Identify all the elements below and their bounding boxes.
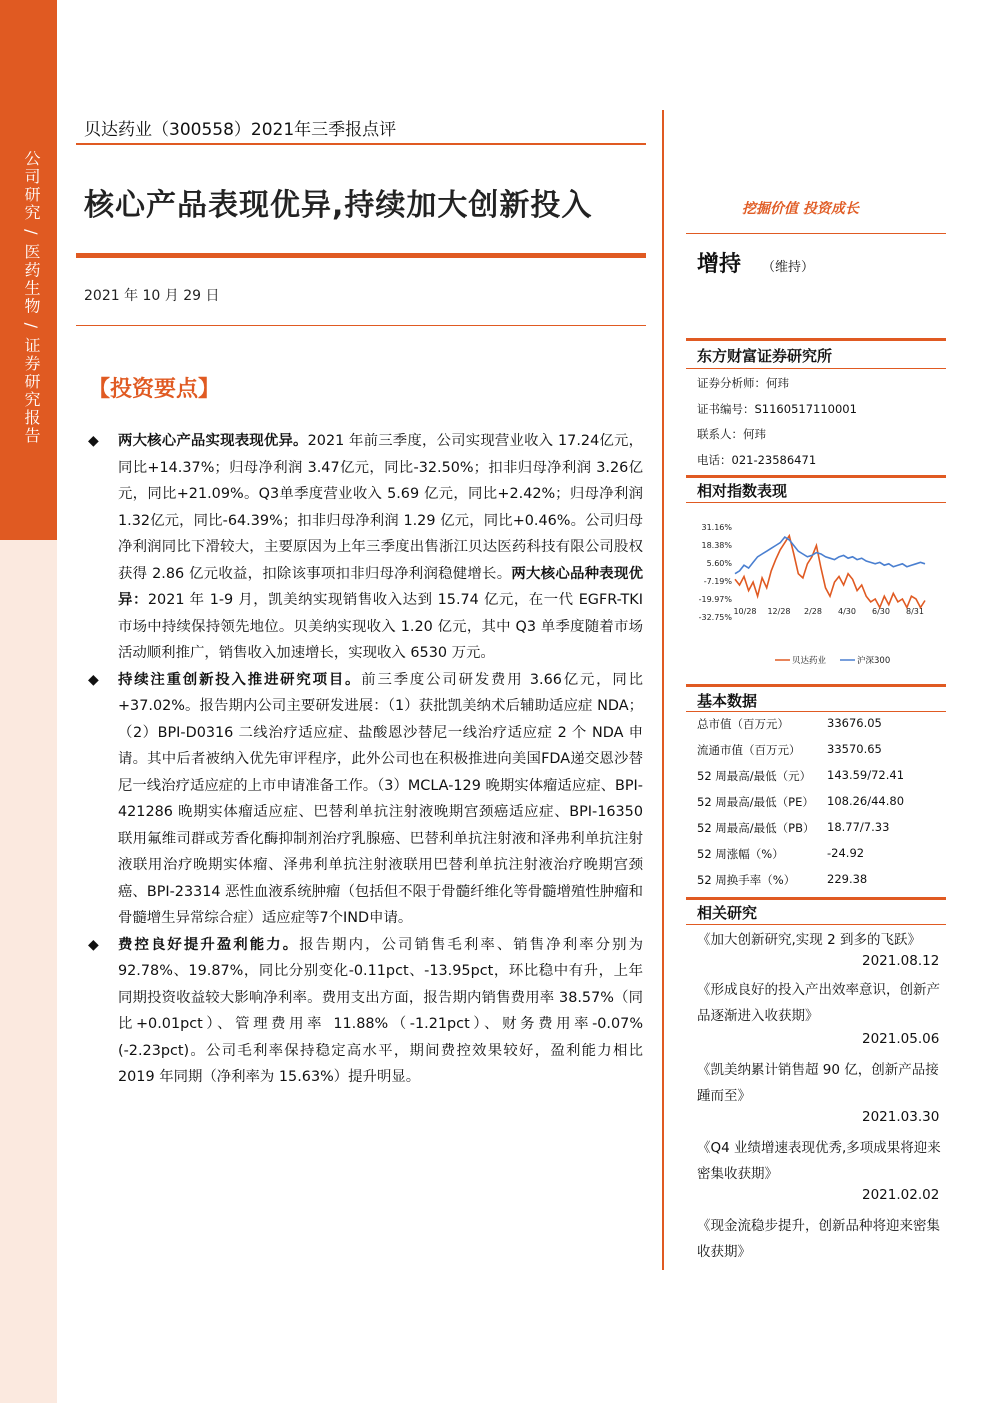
- row-value: 229.38: [827, 872, 868, 886]
- list-item: [88, 428, 643, 667]
- related-report-link[interactable]: 《现金流稳步提升，创新品种将迎来密集收获期》: [697, 1218, 940, 1260]
- divider: [686, 684, 946, 687]
- divider: [686, 338, 946, 341]
- related-report-date: 2021.05.06: [862, 1031, 940, 1047]
- bullet-text: 2021 年 1-9 月，凯美纳实现销售收入达到 15.74 亿元，在一代 EGFR-TKI 市场中持续保持领先地位。贝美纳实现收入 1.20 亿元，其中 Q3 单季度随着市场活动顺利推广，销售收入加速增长，实现收入 6530 万元。: [118, 592, 643, 661]
- related-report-link[interactable]: 《凯美纳累计销售超 90 亿，创新产品接踵而至》: [697, 1062, 939, 1104]
- bullet-text: 2021 年前三季度，公司实现营业收入 17.24亿元，同比+14.37%；归母净利润 3.47亿元，同比-32.50%；扣非归母净利润 3.26亿元，同比+21.09%。Q3单季度营业收入 5.69 亿元，同比+2.42%；归母净利润 1.32亿元，同比-64.39%；扣非归母净利润 1.29 亿元，同比+0.46%。公司归母净利润同比下滑较大，主要原因为上年三季度出售浙江贝达医药科技有限公司股权获得 2.86 亿元收益，扣除该事项扣非归母净利润稳健增长。: [118, 433, 643, 582]
- basic-data-heading: 基本数据: [697, 692, 758, 710]
- list-item: [88, 932, 643, 1091]
- row-value: 143.59/72.41: [827, 768, 905, 782]
- y-tick-label: 5.60%: [706, 559, 732, 568]
- bullet-heading: 两大核心产品实现表现优异。: [118, 433, 308, 449]
- x-tick-label: 8/31: [906, 607, 924, 616]
- rating-note: （维持）: [762, 260, 815, 275]
- y-tick-label: 31.16%: [701, 523, 732, 532]
- sidebar-band: [0, 0, 57, 540]
- title-underline: [76, 253, 646, 258]
- divider: [686, 368, 946, 369]
- divider: [686, 233, 946, 234]
- divider: [686, 475, 946, 478]
- y-tick-label: -32.75%: [698, 613, 732, 622]
- row-label: 52 周最高/最低（PB）: [697, 821, 815, 835]
- bullet-text: 报告期内，公司销售毛利率、销售净利率分别为 92.78%、19.87%，同比分别变化-0.11pct、-13.95pct，环比稳中有升，上年同期投资收益较大影响净利率。费用支出方面，报告期内销售费用率 38.57%（同比+0.01pct）、管理费用率 11.88%（-1.21pct）、财务费用率-0.07%(-2.23pct)。公司毛利率保持稳定高水平，期间费控效果较好，盈利能力相比 2019 年同期（净利率为 15.63%）提升明显。: [118, 936, 643, 1085]
- rating: 增持: [697, 252, 742, 277]
- row-value: 33676.05: [827, 716, 882, 730]
- key-points: [88, 428, 643, 1091]
- related-report-link[interactable]: 《形成良好的投入产出效率意识，创新产品逐渐进入收获期》: [697, 982, 940, 1024]
- row-label: 52 周最高/最低（PE）: [697, 795, 814, 809]
- diamond-bullet-icon: ◆: [88, 671, 99, 688]
- relative-performance-chart: [690, 505, 945, 675]
- bullet-subheading: 两大核心品种表现优异：: [118, 565, 643, 608]
- divider: [686, 897, 946, 900]
- slogan: 挖掘价值 投资成长: [742, 201, 859, 217]
- bullet-text: 前三季度公司研发费用 3.66亿元，同比+37.02%。报告期内公司主要研发进展：（1）获批凯美纳术后辅助适应症 NDA；（2）BPI-D0316 二线治疗适应症、盐酸恩沙替尼一线治疗适应症 2 个 NDA 申请。其中后者被纳入优先审评程序，此外公司也在积极推进向美国FDA递交恩沙替尼一线治疗适应症的上市申请准备工作。（3）MCLA-129 晚期实体瘤适应症、BPI-421286 晚期实体瘤适应症、巴替利单抗注射液晚期宫颈癌适应症、BPI-16350 联用氟维司群或芳香化酶抑制剂治疗乳腺癌、巴替利单抗注射液和泽弗利单抗注射液联用治疗晚期实体瘤、泽弗利单抗注射液联用巴替利单抗注射液治疗晚期宫颈癌、BPI-23314 恶性血液系统肿瘤（包括但不限于骨髓纤维化等骨髓增殖性肿瘤和骨髓增生异常综合症）适应症等7个IND申请。: [118, 671, 643, 926]
- series-line-stock: [735, 536, 925, 608]
- x-tick-label: 10/28: [733, 607, 757, 616]
- divider: [686, 711, 946, 712]
- related-report-date: 2021.08.12: [862, 953, 940, 969]
- related-report-link[interactable]: 《Q4 业绩增速表现优秀,多项成果将迎来密集收获期》: [697, 1140, 941, 1182]
- date-divider: [76, 325, 646, 326]
- y-tick-label: 18.38%: [701, 541, 732, 550]
- column-divider: [662, 110, 664, 1270]
- y-tick-label: -7.19%: [703, 577, 732, 586]
- row-value: -24.92: [827, 846, 865, 860]
- row-label: 52 周最高/最低（元）: [697, 769, 812, 783]
- diamond-bullet-icon: ◆: [88, 433, 99, 449]
- related-report-date: 2021.03.30: [862, 1109, 940, 1125]
- institute-name: 东方财富证券研究所: [697, 347, 833, 365]
- x-tick-label: 6/30: [872, 607, 890, 616]
- row-label: 52 周换手率（%）: [697, 873, 796, 887]
- report-date: 2021 年 10 月 29 日: [84, 288, 220, 304]
- contact-person: 联系人：何玮: [697, 427, 766, 441]
- sidebar-fade: [0, 540, 57, 1403]
- y-tick-label: -19.97%: [698, 595, 732, 604]
- section-heading: 【投资要点】: [88, 376, 221, 402]
- divider: [686, 502, 946, 503]
- phone-number: 电话：021-23586471: [697, 453, 817, 467]
- series-line-index: [735, 537, 925, 574]
- x-tick-label: 4/30: [838, 607, 856, 616]
- bullet-heading: 费控良好提升盈利能力。: [118, 936, 300, 953]
- related-report-date: 2021.02.02: [862, 1187, 940, 1203]
- row-label: 流通市值（百万元）: [697, 743, 801, 757]
- header-divider: [76, 143, 646, 145]
- legend-label-stock: 贝达药业: [792, 656, 827, 666]
- row-label: 52 周涨幅（%）: [697, 847, 784, 861]
- bullet-heading: 持续注重创新投入推进研究项目。: [118, 671, 362, 688]
- row-value: 18.77/7.33: [827, 820, 890, 834]
- sidebar-category: 公司研究 / 医药生物 / 证券研究报告: [22, 150, 41, 446]
- legend-label-index: 沪深300: [857, 656, 891, 666]
- page-title: 核心产品表现优异,持续加大创新投入: [84, 188, 593, 223]
- chart-heading: 相对指数表现: [697, 482, 788, 500]
- row-value: 33570.65: [827, 742, 882, 756]
- x-tick-label: 2/28: [804, 607, 822, 616]
- related-research-heading: 相关研究: [697, 904, 758, 922]
- row-value: 108.26/44.80: [827, 794, 905, 808]
- x-tick-label: 12/28: [767, 607, 791, 616]
- certificate-number: 证书编号：S1160517110001: [697, 402, 857, 416]
- divider: [686, 924, 946, 925]
- list-item: [88, 667, 643, 932]
- diamond-bullet-icon: ◆: [88, 936, 99, 953]
- report-title: 贝达药业（300558）2021年三季报点评: [84, 120, 397, 140]
- row-label: 总市值（百万元）: [697, 717, 789, 731]
- related-report-link[interactable]: 《加大创新研究,实现 2 到多的飞跃》: [697, 932, 921, 948]
- analyst: 证券分析师：何玮: [697, 376, 789, 390]
